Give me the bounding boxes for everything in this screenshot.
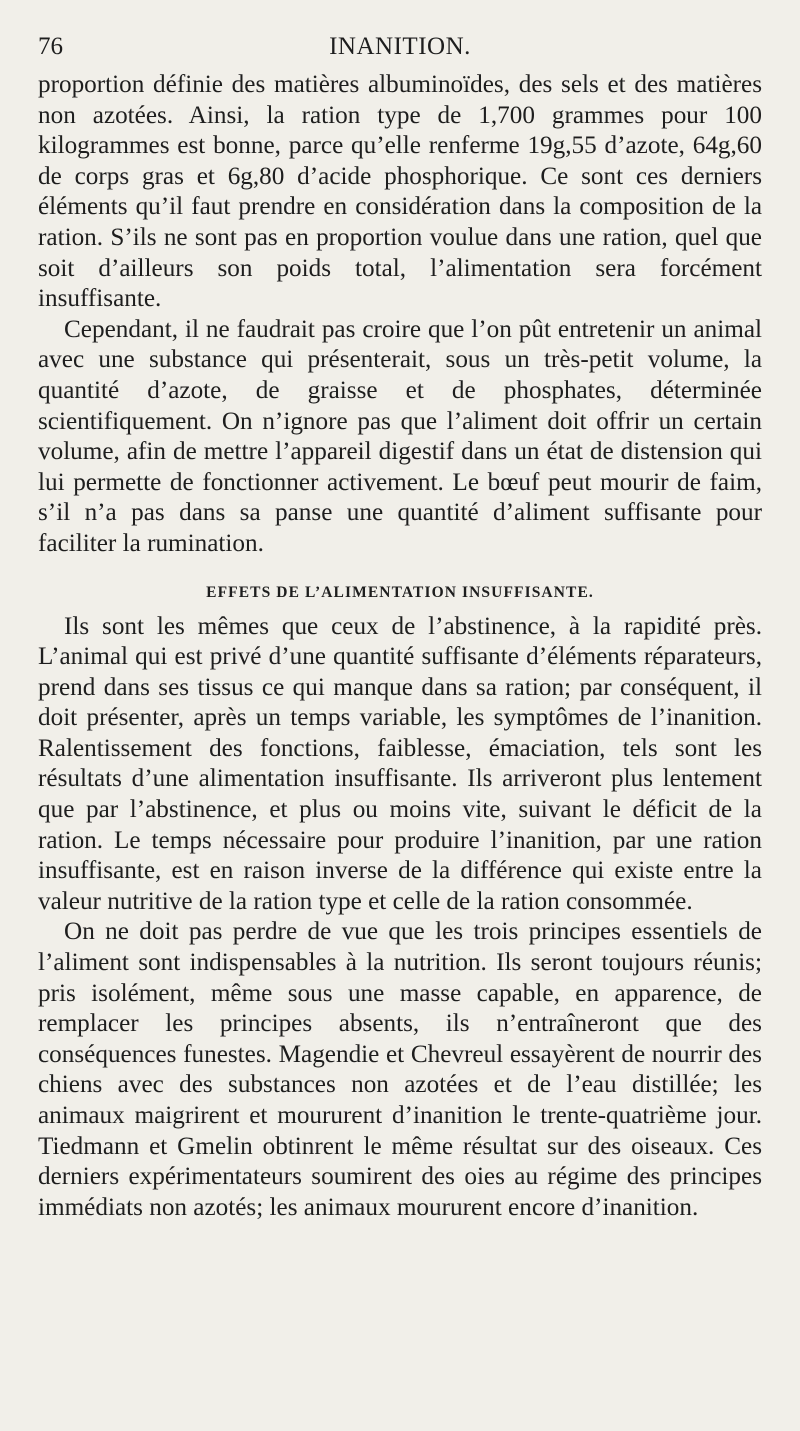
book-page [38, 30, 762, 1410]
paragraph-continued: proportion définie des matières albuminoïdes, des sels et des matières non azotées. Ainsi, la ration type de 1,700 grammes pour 100 kilogrammes est bonne, parce qu’elle renferme 19g,55 d’azote, 64g,60 de corps gras et 6g,80 d’acide phosphorique. Ce sont ces derniers éléments qu’il faut prendre en considération dans la composition de la ration. S’ils ne sont pas en proportion voulue dans une ration, quel que soit d’ailleurs son poids total, l’alimentation sera forcément insuffisante. [38, 71, 762, 313]
running-head [38, 30, 762, 70]
paragraph: Cependant, il ne faudrait pas croire que l’on pût entretenir un animal avec une substance qui présenterait, sous un très-petit volume, la quantité d’azote, de graisse et de phosphates, déterminée scientifiquement. On n’ignore pas que l’aliment doit offrir un certain volume, afin de mettre l’appareil digestif dans un état de distension qui lui permette de fonctionner activement. Le bœuf peut mourir de faim, s’il n’a pas dans sa panse une quantité d’aliment suffisante pour faciliter la rumination. [38, 315, 762, 557]
section-heading: EFFETS DE L’ALIMENTATION INSUFFISANTE. [206, 583, 594, 601]
running-title: INANITION. [329, 33, 471, 60]
paragraph: On ne doit pas perdre de vue que les trois principes essentiels de l’aliment sont indispensables à la nutrition. Ils seront toujours réunis; pris isolément, même sous une masse capable, en apparence, de remplacer les principes absents, ils n’entraîneront que des conséquences funestes. Magendie et Chevreul essayèrent de nourrir des chiens avec des substances non azotées et de l’eau distillée; les animaux maigrirent et moururent d’inanition le trente-quatrième jour. Tiedmann et Gmelin obtinrent le même résultat sur des oiseaux. Ces derniers expérimentateurs soumirent des oies au régime des principes immédiats non azotés; les animaux moururent encore d’inanition. [38, 918, 762, 1221]
body-text [38, 70, 762, 1223]
paragraph: Ils sont les mêmes que ceux de l’abstinence, à la rapidité près. L’animal qui est privé d’une quantité suffisante d’éléments réparateurs, prend dans ses tissus ce qui manque dans sa ration; par conséquent, il doit présenter, après un temps variable, les symptômes de l’inanition. Ralentissement des fonctions, faiblesse, émaciation, tels sont les résultats d’une alimentation insuffisante. Ils arriveront plus lentement que par l’abstinence, et plus ou moins vite, suivant le déficit de la ration. Le temps nécessaire pour produire l’inanition, par une ration insuffisante, est en raison inverse de la différence qui existe entre la valeur nutritive de la ration type et celle de la ration consommée. [38, 612, 762, 915]
page-number: 76 [38, 33, 63, 60]
